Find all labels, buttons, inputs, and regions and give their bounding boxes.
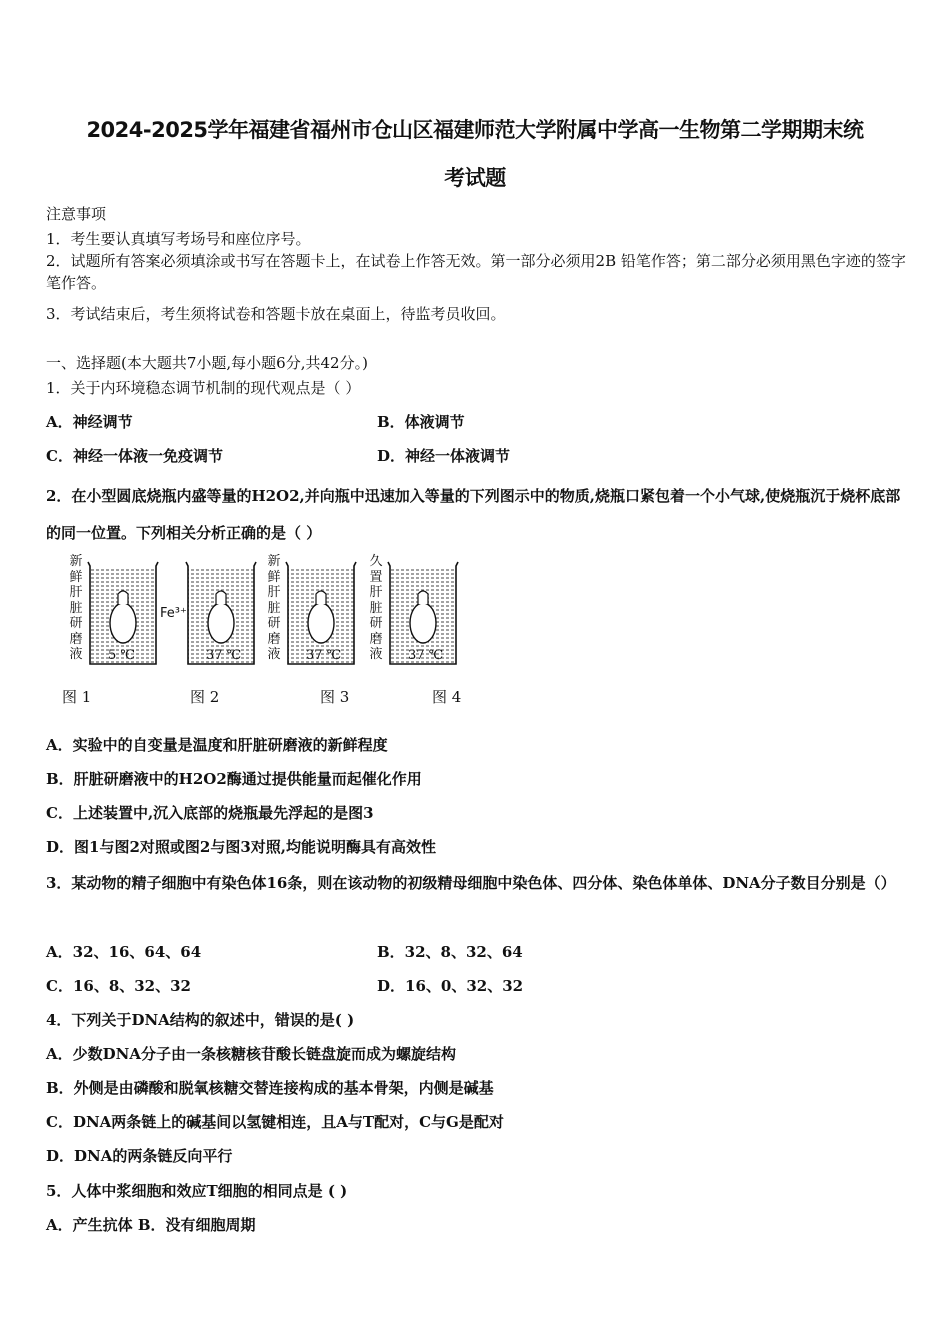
figure-caption-3: 图 3 [320, 688, 350, 706]
exam-title-line2: 考试题 [444, 166, 506, 190]
beaker-3-temp: 37 ℃ [306, 648, 342, 663]
beaker-4-temp: 37 ℃ [408, 648, 444, 663]
notice-item-3: 3．考试结束后，考生须将试卷和答题卡放在桌面上，待监考员收回。 [46, 305, 506, 323]
beaker-1-temp: 5 ℃ [108, 648, 135, 663]
figure-caption-2: 图 2 [190, 688, 220, 706]
q1-option-c: C．神经一体液一免疫调节 [46, 447, 223, 465]
figure-caption-4: 图 4 [432, 688, 462, 706]
q2-option-d: D．图1与图2对照或图2与图3对照,均能说明酶具有高效性 [46, 838, 436, 856]
section-heading: 一、选择题(本大题共7小题,每小题6分,共42分。) [46, 354, 368, 372]
q4-option-c: C．DNA两条链上的碱基间以氢键相连，且A与T配对，C与G是配对 [46, 1113, 504, 1131]
figure-caption-1: 图 1 [62, 688, 92, 706]
q2-option-a: A．实验中的自变量是温度和肝脏研磨液的新鲜程度 [46, 736, 388, 754]
q3-option-c: C．16、8、32、32 [46, 977, 191, 995]
q5-stem: 5．人体中浆细胞和效应T细胞的相同点是 ( ) [46, 1182, 348, 1200]
q2-figure [56, 548, 476, 718]
q3-option-a: A．32、16、64、64 [46, 943, 202, 961]
q4-option-a: A．少数DNA分子由一条核糖核苷酸长链盘旋而成为螺旋结构 [46, 1045, 456, 1063]
notice-item-2: 2．试题所有答案必须填涂或书写在答题卡上，在试卷上作答无效。第一部分必须用2B 铅笔作答；第二部分必须用黑色字迹的签字笔作答。 [46, 252, 906, 292]
beaker-2-temp: 37 ℃ [206, 648, 242, 663]
beaker-2-label: Fe³⁺ [160, 606, 187, 621]
beaker-3-label: 新鲜肝脏研磨液 [267, 554, 281, 662]
q1-stem: 1．关于内环境稳态调节机制的现代观点是（ ） [46, 379, 361, 397]
q1-option-d: D．神经一体液调节 [377, 447, 511, 465]
beaker-1-label: 新鲜肝脏研磨液 [69, 554, 83, 662]
q3-option-b: B．32、8、32、64 [377, 943, 523, 961]
notice-heading: 注意事项 [46, 205, 107, 223]
exam-title-line1: 2024-2025学年福建省福州市仓山区福建师范大学附属中学高一生物第二学期期末统 [86, 118, 864, 142]
beaker-4-label: 久置肝脏研磨液 [369, 554, 383, 662]
q3-option-d: D．16、0、32、32 [377, 977, 524, 995]
q1-option-b: B．体液调节 [377, 413, 465, 431]
q2-option-b: B．肝脏研磨液中的H2O2酶通过提供能量而起催化作用 [46, 770, 422, 788]
q2-stem: 2．在小型圆底烧瓶内盛等量的H2O2,并向瓶中迅速加入等量的下列图示中的物质,烧瓶口紧包着一个小气球,使烧瓶沉于烧杯底部的同一位置。下列相关分析正确的是（ ） [46, 487, 901, 542]
q4-option-d: D．DNA的两条链反向平行 [46, 1147, 233, 1165]
q4-stem: 4．下列关于DNA结构的叙述中，错误的是( ) [46, 1011, 355, 1029]
q4-option-b: B．外侧是由磷酸和脱氧核糖交替连接构成的基本骨架，内侧是碱基 [46, 1079, 494, 1097]
notice-item-1: 1．考生要认真填写考场号和座位序号。 [46, 230, 311, 248]
q3-stem: 3．某动物的精子细胞中有染色体16条，则在该动物的初级精母细胞中染色体、四分体、染色体单体、DNA分子数目分别是（） [46, 874, 896, 892]
q1-option-a: A．神经调节 [46, 413, 133, 431]
q2-option-c: C．上述装置中,沉入底部的烧瓶最先浮起的是图3 [46, 804, 374, 822]
q5-options-ab: A．产生抗体 B．没有细胞周期 [46, 1216, 256, 1234]
